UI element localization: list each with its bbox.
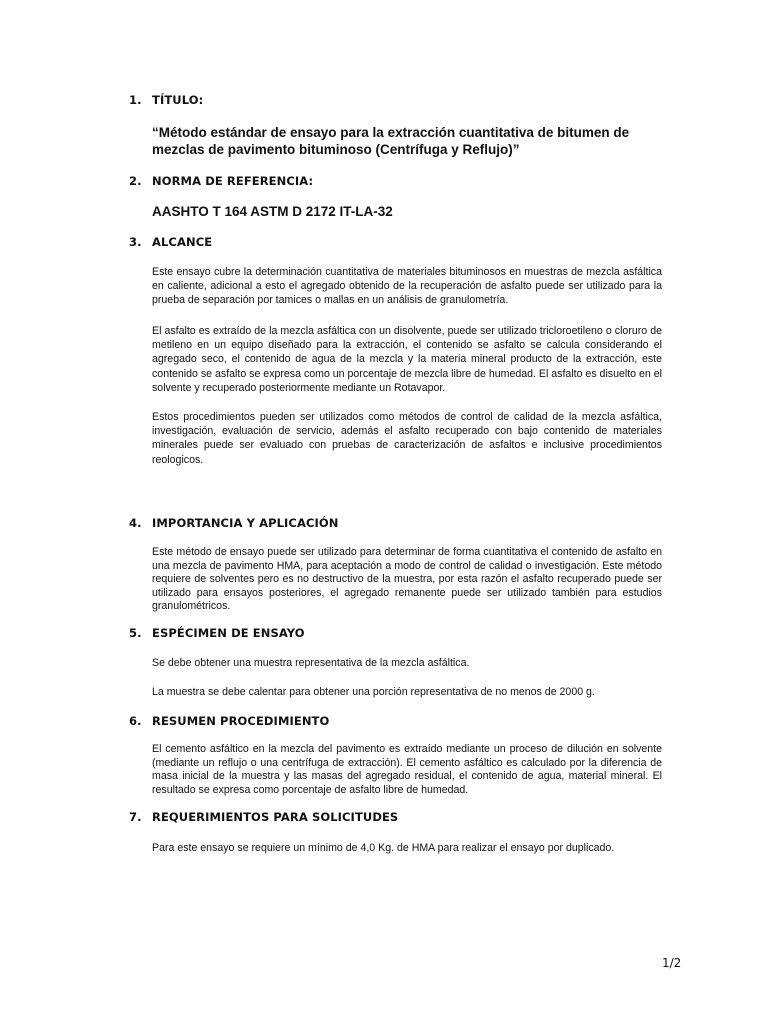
especimen-paragraph-1: Se debe obtener una muestra representativa de la mezcla asfáltica. xyxy=(152,657,470,669)
importancia-paragraph: Este método de ensayo puede ser utilizado para determinar de forma cuantitativa el contenido de asfalto en una mezcla de pavimento HMA, para aceptación a modo de control de calidad o investigación. Este método requiere de solventes pero es no destructivo de la muestra, por esta razón el asfalto recuperado puede ser utilizado para ensayos posteriores, el agregado remanente puede ser utilizado también para estudios granulométricos. xyxy=(152,546,662,613)
alcance-paragraph-1: Este ensayo cubre la determinación cuantitativa de materiales bituminosos en muestras de mezcla asfáltica en caliente, adicional a esto el agregado obtenido de la recuperación de asfalto puede ser utilizado para la prueba de separación por tamices o mallas en un análisis de granulometría. xyxy=(152,266,662,307)
section-heading-alcance xyxy=(129,235,669,249)
section-title: RESUMEN PROCEDIMIENTO xyxy=(152,714,330,728)
section-number: 6. xyxy=(129,714,142,728)
section-number: 4. xyxy=(129,516,142,530)
section-number: 5. xyxy=(129,626,142,640)
section-heading-norma xyxy=(129,174,669,188)
section-title: REQUERIMIENTOS PARA SOLICITUDES xyxy=(152,810,399,824)
section-heading-resumen xyxy=(129,714,669,728)
section-title: NORMA DE REFERENCIA: xyxy=(152,174,314,188)
section-number: 3. xyxy=(129,235,142,249)
requerimientos-paragraph: Para este ensayo se requiere un mínimo de 4,0 Kg. de HMA para realizar el ensayo por duplicado. xyxy=(152,842,615,854)
section-number: 7. xyxy=(129,810,142,824)
section-heading-especimen xyxy=(129,626,669,640)
section-title: IMPORTANCIA Y APLICACIÓN xyxy=(152,516,339,530)
resumen-paragraph: El cemento asfáltico en la mezcla del pavimento es extraído mediante un proceso de dilución en solvente (mediante un reflujo o una centrífuga de extracción). El cemento asfáltico es calculado por la diferencia de masa inicial de la muestra y las masas del agregado residual, el contenido de agua, material mineral. El resultado se expresa como porcentaje de asfalto libre de humedad. xyxy=(152,743,662,796)
especimen-paragraph-2: La muestra se debe calentar para obtener una porción representativa de no menos de 2000 g. xyxy=(152,686,595,698)
section-title: ESPÉCIMEN DE ENSAYO xyxy=(152,626,305,640)
reference-standard: AASHTO T 164 ASTM D 2172 IT-LA-32 xyxy=(152,204,393,219)
alcance-paragraph-2: El asfalto es extraído de la mezcla asfáltica con un disolvente, puede ser utilizado tricloroetileno o cloruro de metileno en un equipo diseñado para la extracción, el contenido se asfalto se calcula considerando el agregado seco, el contenido de agua de la mezcla y la materia mineral producto de la extracción, este contenido se asfalto se expresa como un porcentaje de mezcla libre de humedad. El asfalto es disuelto en el solvente y recuperado posteriormente mediante un Rotavapor. xyxy=(152,325,662,394)
document-title: “Método estándar de ensayo para la extracción cuantitativa de bitumen de mezclas de pavimento bituminoso (Centrífuga y Reflujo)” xyxy=(152,125,630,157)
section-title: ALCANCE xyxy=(152,235,213,249)
alcance-paragraph-3: Estos procedimientos pueden ser utilizados como métodos de control de calidad de la mezcla asfáltica, investigación, evaluación de servicio, además el asfalto recuperado con bajo contenido de materiales minerales puede ser evaluado con pruebas de caracterización de asfaltos e inclusive procedimientos reologicos. xyxy=(152,411,662,466)
section-heading-requerimientos xyxy=(129,810,669,824)
section-number: 2. xyxy=(129,174,142,188)
section-number: 1. xyxy=(129,93,142,107)
section-heading-importancia xyxy=(129,516,669,530)
section-heading-titulo xyxy=(129,93,669,107)
page-number: 1/2 xyxy=(662,956,682,970)
section-title: TÍTULO: xyxy=(152,93,204,107)
